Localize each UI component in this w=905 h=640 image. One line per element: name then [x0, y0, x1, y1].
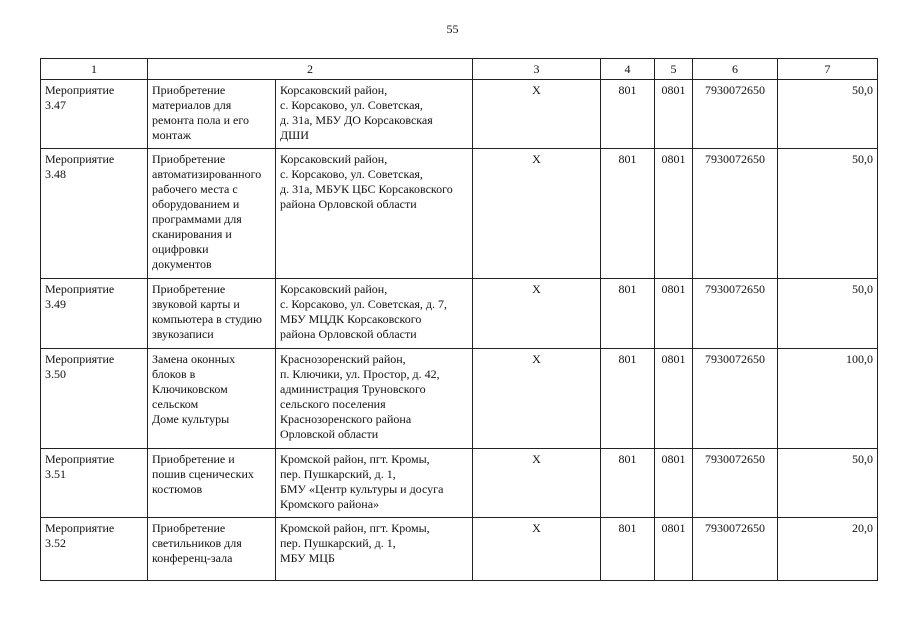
- address-cell: Корсаковский район, с. Корсаково, ул. Советская, д. 31а, МБУ ДО Корсаковская ДШИ: [276, 80, 473, 149]
- col5-cell: 0801: [655, 449, 693, 518]
- col7-cell: 50,0: [778, 149, 878, 279]
- address-cell: Кромской район, пгт. Кромы, пер. Пушкарский, д. 1, БМУ «Центр культуры и досуга Кромского района»: [276, 449, 473, 518]
- table-row: [41, 349, 878, 449]
- col3-cell: X: [473, 518, 601, 581]
- col4-cell: 801: [601, 449, 655, 518]
- col5-cell: 0801: [655, 80, 693, 149]
- table-row: [41, 449, 878, 518]
- event-cell: Мероприятие 3.51: [41, 449, 148, 518]
- address-cell: Корсаковский район, с. Корсаково, ул. Советская, д. 7, МБУ МЦДК Корсаковского района Орловской области: [276, 279, 473, 349]
- description-cell: Приобретение светильников для конференц-зала: [148, 518, 276, 581]
- event-cell: Мероприятие 3.50: [41, 349, 148, 449]
- events-table: [40, 58, 878, 581]
- description-cell: Приобретение звуковой карты и компьютера в студию звукозаписи: [148, 279, 276, 349]
- col4-cell: 801: [601, 349, 655, 449]
- page-number: 55: [446, 22, 459, 36]
- col3-cell: X: [473, 80, 601, 149]
- col3-cell: X: [473, 449, 601, 518]
- col6-cell: 7930072650: [693, 449, 778, 518]
- col6-cell: 7930072650: [693, 279, 778, 349]
- description-cell: Приобретение автоматизированного рабочего места с оборудованием и программами для сканирования и оцифровки документов: [148, 149, 276, 279]
- event-cell: Мероприятие 3.47: [41, 80, 148, 149]
- col6-cell: 7930072650: [693, 80, 778, 149]
- table-row: [41, 518, 878, 581]
- col6-cell: 7930072650: [693, 149, 778, 279]
- col6-cell: 7930072650: [693, 518, 778, 581]
- header-col-5: 5: [655, 59, 693, 80]
- col3-cell: X: [473, 279, 601, 349]
- table-row: [41, 149, 878, 279]
- col7-cell: 100,0: [778, 349, 878, 449]
- header-col-2: 2: [148, 59, 473, 80]
- col5-cell: 0801: [655, 279, 693, 349]
- address-cell: Кромской район, пгт. Кромы, пер. Пушкарский, д. 1, МБУ МЦБ: [276, 518, 473, 581]
- address-cell: Корсаковский район, с. Корсаково, ул. Советская, д. 31а, МБУК ЦБС Корсаковского района Орловской области: [276, 149, 473, 279]
- col7-cell: 50,0: [778, 449, 878, 518]
- col5-cell: 0801: [655, 349, 693, 449]
- header-col-3: 3: [473, 59, 601, 80]
- col3-cell: X: [473, 349, 601, 449]
- col3-cell: X: [473, 149, 601, 279]
- col4-cell: 801: [601, 279, 655, 349]
- col7-cell: 50,0: [778, 80, 878, 149]
- description-cell: Замена оконных блоков в Ключиковском сельском Доме культуры: [148, 349, 276, 449]
- table-row: [41, 80, 878, 149]
- col5-cell: 0801: [655, 149, 693, 279]
- event-cell: Мероприятие 3.52: [41, 518, 148, 581]
- event-cell: Мероприятие 3.49: [41, 279, 148, 349]
- header-col-1: 1: [41, 59, 148, 80]
- col5-cell: 0801: [655, 518, 693, 581]
- header-row: [41, 59, 878, 80]
- col7-cell: 20,0: [778, 518, 878, 581]
- description-cell: Приобретение материалов для ремонта пола и его монтаж: [148, 80, 276, 149]
- header-col-6: 6: [693, 59, 778, 80]
- header-col-4: 4: [601, 59, 655, 80]
- header-col-7: 7: [778, 59, 878, 80]
- col4-cell: 801: [601, 80, 655, 149]
- address-cell: Краснозоренский район, п. Ключики, ул. Простор, д. 42, администрация Труновского сельского поселения Краснозоренского района Орловской области: [276, 349, 473, 449]
- col6-cell: 7930072650: [693, 349, 778, 449]
- event-cell: Мероприятие 3.48: [41, 149, 148, 279]
- col4-cell: 801: [601, 518, 655, 581]
- col4-cell: 801: [601, 149, 655, 279]
- col7-cell: 50,0: [778, 279, 878, 349]
- table-row: [41, 279, 878, 349]
- description-cell: Приобретение и пошив сценических костюмов: [148, 449, 276, 518]
